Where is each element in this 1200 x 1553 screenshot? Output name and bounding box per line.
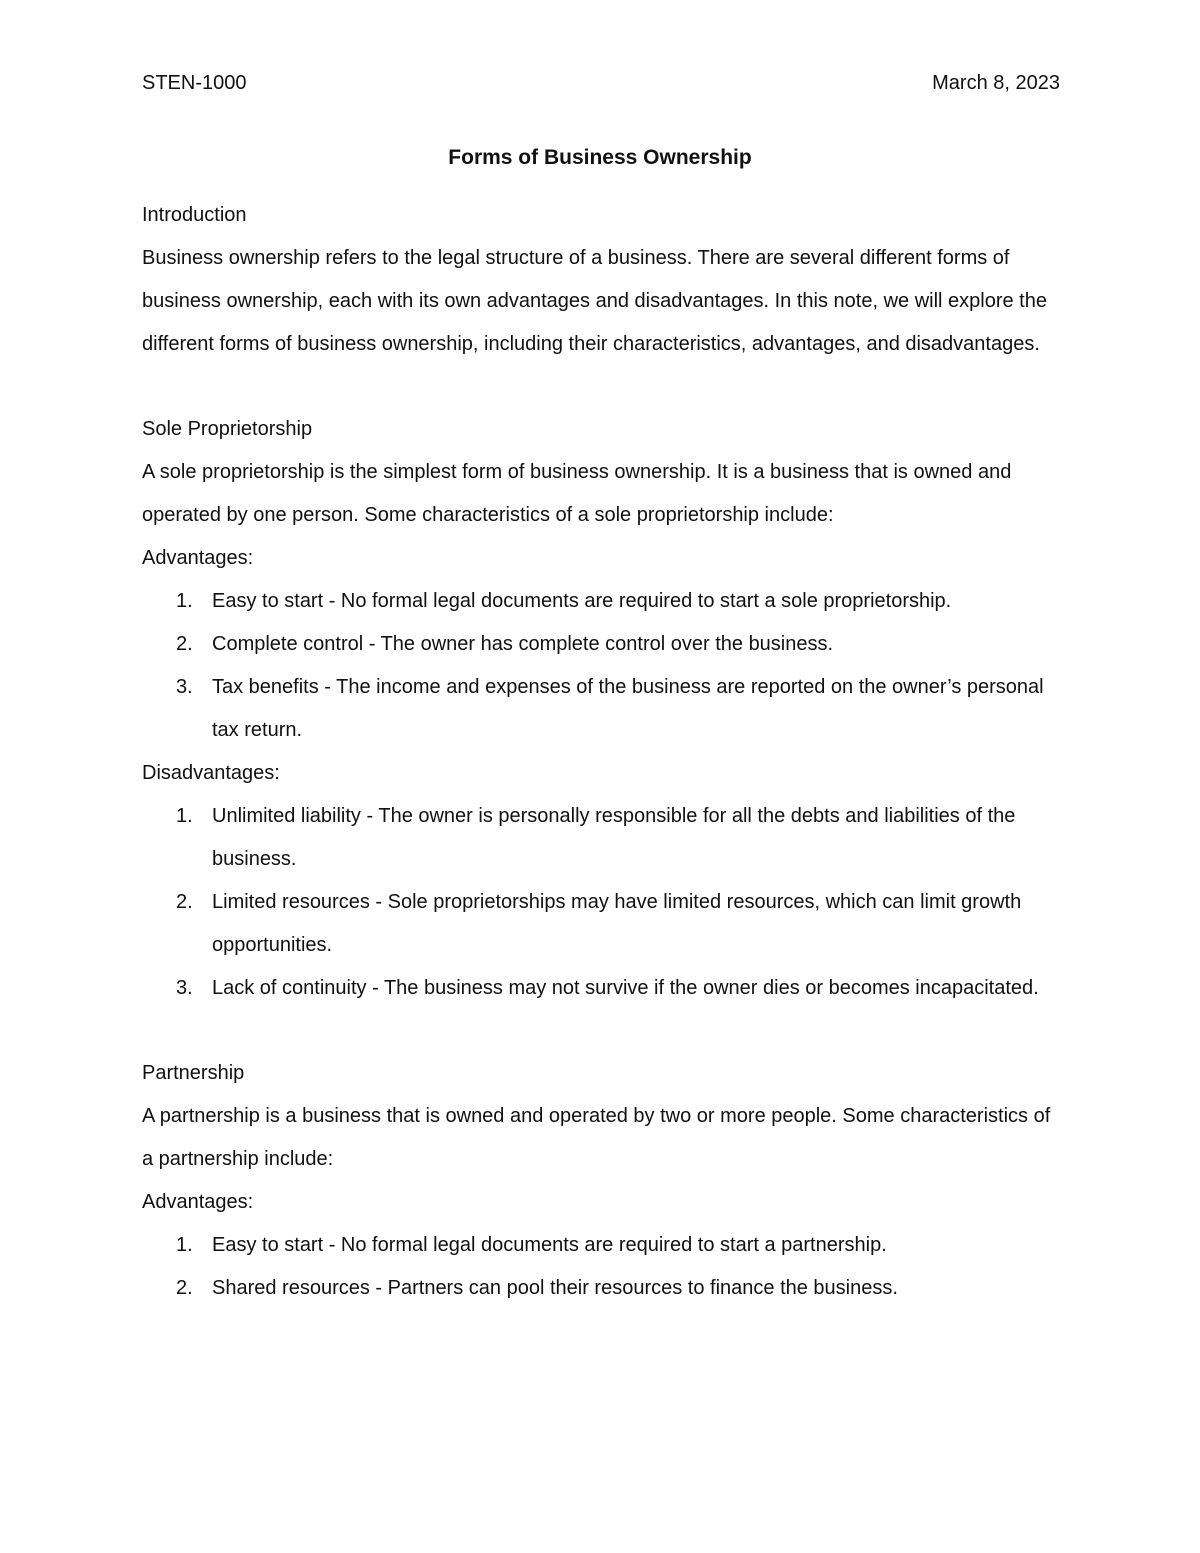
list-item [142,580,1062,623]
partnership-advantages-label: Advantages: [142,1191,254,1213]
page-header [142,72,1060,100]
list-number: 2. [176,1277,193,1299]
list-number: 1. [176,805,193,827]
sole-proprietorship-advantages-label: Advantages: [142,547,254,569]
list-item-text: Easy to start - No formal legal documents are required to start a sole proprietorship. [212,590,952,612]
list-number: 2. [176,633,193,655]
document-title: Forms of Business Ownership [448,146,752,169]
sole-proprietorship-disadvantages-label: Disadvantages: [142,762,280,784]
document-body [142,194,1062,1310]
list-item [142,881,1062,967]
partnership-paragraph: A partnership is a business that is owned and operated by two or more people. Some characteristics of a partnership include: [142,1105,1051,1170]
list-item-text: Limited resources - Sole proprietorships may have limited resources, which can limit growth opportunities. [212,891,1022,956]
list-item [142,967,1062,1010]
list-item-text: Tax benefits - The income and expenses of the business are reported on the owner’s personal tax return. [212,676,1044,741]
introduction-paragraph: Business ownership refers to the legal structure of a business. There are several different forms of business ownership, each with its own advantages and disadvantages. In this note, we will explore the different forms of business ownership, including their characteristics, advantages, and disadvantages. [142,247,1047,355]
sole-proprietorship-heading: Sole Proprietorship [142,418,313,440]
list-item-text: Lack of continuity - The business may not survive if the owner dies or becomes incapacitated. [212,977,1039,999]
list-item [142,1267,1062,1310]
list-item [142,666,1062,752]
course-code: STEN-1000 [142,72,247,94]
list-item [142,623,1062,666]
list-item [142,1224,1062,1267]
list-item-text: Complete control - The owner has complete control over the business. [212,633,834,655]
list-number: 3. [176,676,193,698]
list-number: 2. [176,891,193,913]
list-number: 1. [176,590,193,612]
list-item [142,795,1062,881]
introduction-heading: Introduction [142,204,247,226]
list-number: 3. [176,977,193,999]
sole-proprietorship-disadvantages-list [142,795,1062,1010]
partnership-advantages-list [142,1224,1062,1310]
list-item-text: Unlimited liability - The owner is personally responsible for all the debts and liabilities of the business. [212,805,1016,870]
list-item-text: Easy to start - No formal legal documents are required to start a partnership. [212,1234,887,1256]
partnership-heading: Partnership [142,1062,245,1084]
document-date: March 8, 2023 [932,72,1060,94]
sole-proprietorship-advantages-list [142,580,1062,752]
list-item-text: Shared resources - Partners can pool their resources to finance the business. [212,1277,898,1299]
sole-proprietorship-paragraph: A sole proprietorship is the simplest form of business ownership. It is a business that is owned and operated by one person. Some characteristics of a sole proprietorship include: [142,461,1012,526]
list-number: 1. [176,1234,193,1256]
